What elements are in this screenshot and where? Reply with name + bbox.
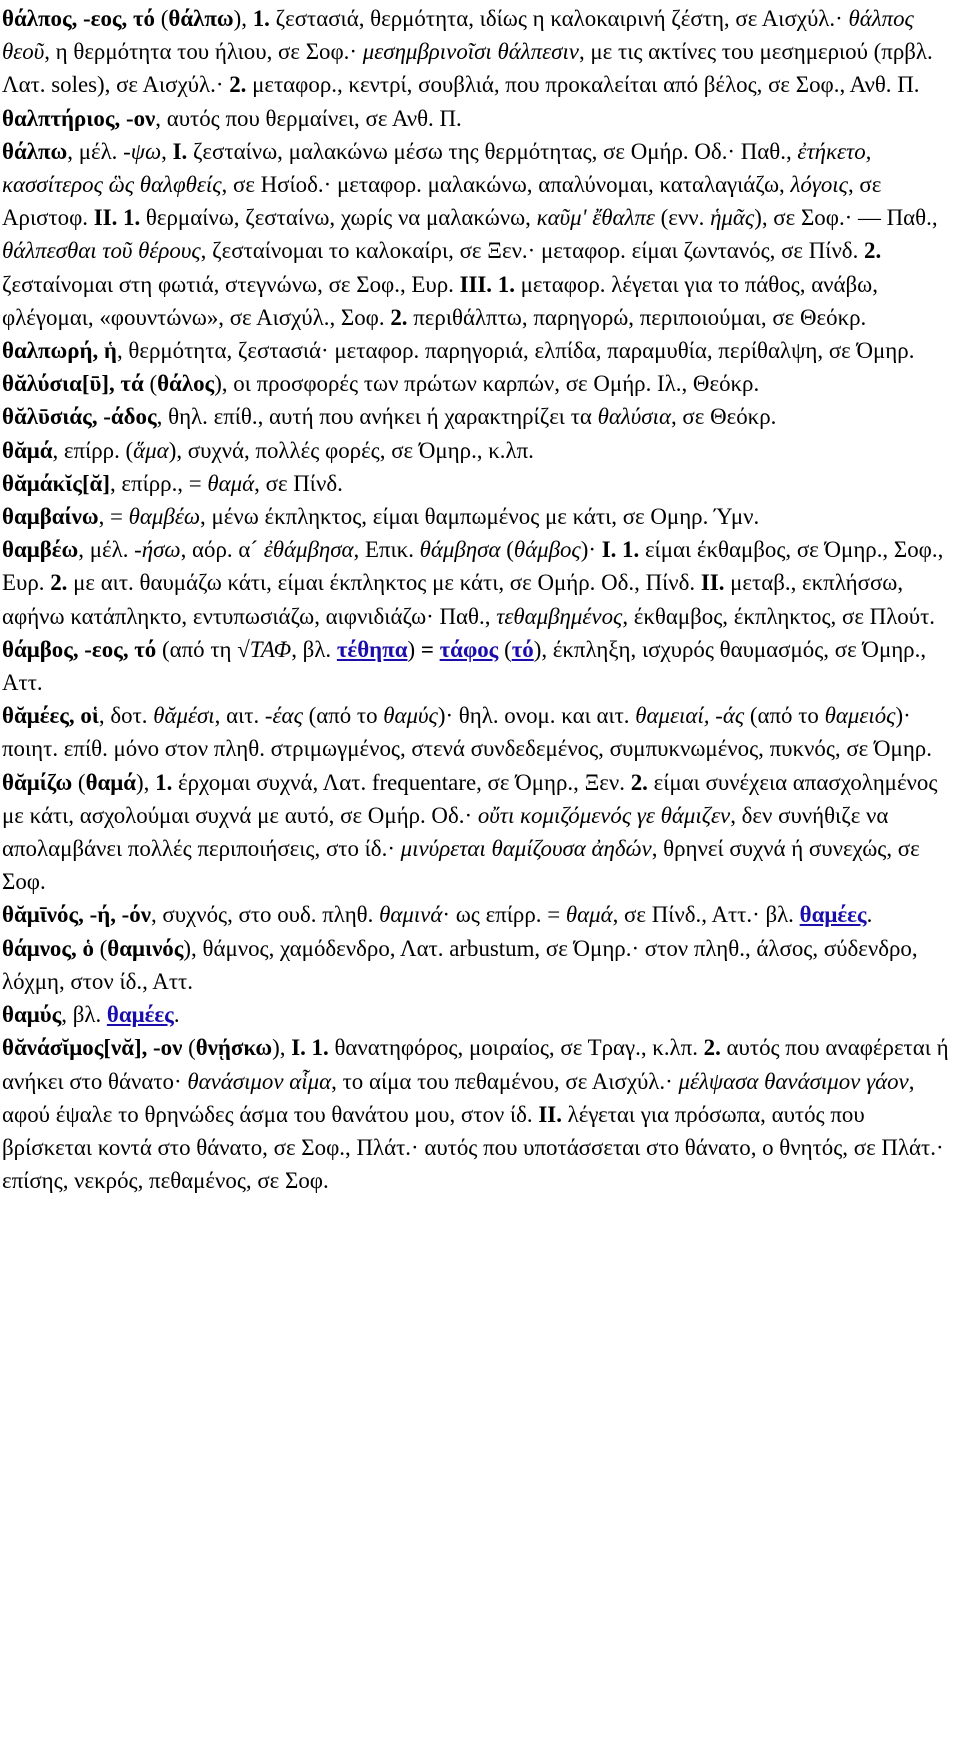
entry-text: ( [500,537,514,563]
dictionary-entry [2,2,952,102]
entry-headword: θᾰνάσῐμος[νᾰ], -ον [2,1035,183,1061]
italic-text: μεσημβρινοῖσι θάλπεσιν [362,39,579,65]
entry-text: , [161,138,173,164]
italic-text: ἐθάμβησα [263,537,354,563]
entry-headword: θαλπτήριος, -ον [2,105,156,131]
italic-text: θάμβος [513,537,581,563]
italic-text: θαλύσια [597,404,671,430]
italic-text: θαμειός [824,703,896,729]
bold-text: θάλπω [168,6,234,31]
dictionary-entry [2,400,952,433]
entry-text: θερμαίνω, ζεσταίνω, χωρίς να μαλακώνω, [140,205,537,231]
italic-text: θάμβησα [419,537,501,563]
entry-text: ζεστασιά, θερμότητα, ιδίως η καλοκαιρινή ζέστη, σε Αισχύλ.· [269,6,849,31]
entry-headword: θάμβος, -εος, τό [2,636,157,662]
bold-text: 1. [155,769,173,795]
entry-text: , αφού έψαλε το θρηνώδες άσμα του θανάτου μου, στον ίδ. [2,1068,915,1127]
entry-headword: θάλπος, -εος, τό [2,6,156,31]
bold-text: I. 1. [601,537,640,563]
entry-text: , επίρρ. ( [52,437,134,463]
bold-text: II. 1. [93,205,141,231]
entry-text: , = [98,504,129,530]
entry-text: αυτός που αναφέρεται ή ανήκει στο θάνατο· [2,1035,949,1094]
entry-text: , μένω έκπληκτος, είμαι θαμπωμένος με κάτι, σε Ομηρ. Ύμν. [200,504,760,530]
dictionary-entry [2,334,952,367]
entry-text: ), [136,769,156,795]
entry-headword: θάμνος, ὁ [2,935,94,961]
entry-text: μεταβ., εκπλήσσω, αφήνω κατάπληκτο, εντυπωσιάζω, αιφνιδιάζω· Παθ., [2,570,904,629]
entry-text: . [866,902,873,928]
bold-text: 2. [229,72,247,98]
italic-text: μινύρεται θαμίζουσα ἀηδών [400,836,652,862]
dictionary-entry [2,998,952,1031]
entry-text: , σε Πίνδ., Αττ.· βλ. [612,902,800,928]
entry-text: , αόρ. α´ [180,537,264,563]
entry-headword: θᾰλύσια[ῡ], τά [2,371,144,397]
entry-text: ), [272,1035,292,1061]
entry-text: . [173,1002,180,1028]
bold-text: 2. [390,304,408,330]
entry-text: περιθάλπτω, παρηγορώ, περιποιούμαι, σε Θεόκρ. [407,304,867,330]
dictionary-entry [2,699,952,765]
entry-text: , αιτ. [214,703,265,729]
entry-text: ), συχνά, πολλές φορές, σε Όμηρ., κ.λπ. [168,437,534,463]
entry-text: λέγεται για πρόσωπα, αυτός που βρίσκεται κοντά στο θάνατο, σε Σοφ., Πλάτ.· αυτός που υποτάσσεται στο θάνατο, ο θνητός, σε Πλάτ.· επίσης, νεκρός, πεθαμένος, σε Σοφ. [2,1101,944,1194]
entry-headword: θᾰμάκῐς[ᾰ] [2,470,110,496]
entry-text: , δεν συνήθιζε να απολαμβάνει πολλές περιποιήσεις, στο ίδ.· [2,802,889,862]
entry-text: ), [233,6,253,31]
entry-text: · ως επίρρ. = [442,902,566,928]
italic-text: θαμειαί, -άς [635,703,745,729]
italic-text: θαμύς [383,703,438,729]
entry-text: ), έκπληξη, ισχυρός θαυμασμός, σε Όμηρ., Αττ. [2,636,927,696]
italic-text: θαμά [207,470,255,496]
entry-text: , μέλ. [67,138,124,164]
dictionary-entry [2,434,952,467]
entry-text: ( [143,371,158,397]
entry-text: ( [155,6,169,31]
entry-text: , βλ. [291,636,337,662]
bold-text: 2. [50,570,68,596]
dictionary-entry [2,467,952,500]
entry-text: , σε Αριστοφ. [2,172,882,231]
bold-text: III. 1. [459,271,515,297]
entry-text: , ζεσταίνομαι το καλοκαίρι, σε Ξεν.· μεταφορ. είμαι ζωντανός, σε Πίνδ. [200,238,865,264]
bold-text: 2. [864,238,882,264]
entry-text: )· ποιητ. επίθ. μόνο στον πληθ. στριμωγμένος, στενά συνδεδεμένος, συμπυκνωμένος, πυκνός, σε Όμηρ. [2,703,932,762]
dictionary-entry [2,102,952,135]
italic-text: -ήσω [134,537,181,563]
italic-text: θαμά [565,902,613,928]
entry-headword: θᾰμίζω [2,769,73,795]
italic-text: -ψω [123,138,162,164]
entry-text: , έκθαμβος, έκπληκτος, σε Πλούτ. [622,603,936,629]
entry-headword: θάλπω [2,138,68,164]
cross-reference-link[interactable]: τάφος [439,636,499,662]
entry-headword: θᾰμῑνός, -ή, -όν [2,902,151,928]
italic-text: ἐτήκετο, κασσίτερος ὣς θαλφθείς [2,138,872,198]
bold-text: 1. [252,6,270,31]
cross-reference-link[interactable]: θαμέες [106,1002,174,1028]
italic-text: ἡμᾶς [710,205,755,231]
italic-text: ἅμα [133,437,169,463]
entry-text: είμαι συνέχεια απασχολημένος με κάτι, ασχολούμαι συχνά με αυτό, σε Ομήρ. Οδ.· [2,769,938,828]
bold-text: θνῄσκω [195,1035,273,1061]
entry-text: ζεσταίνομαι στη φωτιά, στεγνώνω, σε Σοφ., Ευρ. [2,271,460,297]
entry-text: , σε Θεόκρ. [670,404,777,430]
italic-text: θαμινά [379,902,443,928]
entry-text: , σε Ησίοδ.· μεταφορ. μαλακώνω, απαλύνομαι, καταλαγιάζω, [221,172,791,198]
entry-text: ), οι προσφορές των πρώτων καρπών, σε Ομήρ. Ιλ., Θεόκρ. [214,371,760,397]
entry-text: , Επικ. [353,537,420,563]
entry-text: ) [407,636,421,662]
entry-text: , δοτ. [98,703,154,729]
entry-text: , επίρρ., = [109,470,208,496]
entry-text: μεταφορ., κεντρί, σουβλιά, που προκαλείται από βέλος, σε Σοφ., Ανθ. Π. [246,72,920,98]
dictionary-entry [2,500,952,533]
italic-text: οὔτι κομιζόμενός γε θάμιζεν [477,802,731,828]
entry-headword: θᾰλῡσιάς, -άδος [2,404,157,430]
entry-text: ( [182,1035,196,1061]
entry-text: , θηλ. επίθ., αυτή που ανήκει ή χαρακτηρίζει τα [156,404,598,430]
entry-text: , αυτός που θερμαίνει, σε Ανθ. Π. [155,105,462,131]
entry-headword: θαμβαίνω [2,504,99,530]
entry-text: , συχνός, στο ουδ. πληθ. [150,902,380,928]
entry-headword: θᾰμέες, οἱ [2,703,99,729]
bold-text: 2. [703,1035,721,1061]
entry-text: , μέλ. [78,537,135,563]
dictionary-entry [2,367,952,400]
bold-text: 2. [630,769,648,795]
italic-text: ΤΑΦ [249,636,292,662]
entry-text: έρχομαι συχνά, Λατ. frequentare, σε Όμηρ., Ξεν. [172,769,631,795]
cross-reference-link[interactable]: τέθηπα [336,636,408,662]
bold-text: θαμά [85,769,137,795]
entry-text: )· θηλ. ονομ. και αιτ. [437,703,636,729]
entry-text: ), θάμνος, χαμόδενδρο, Λατ. arbustum, σε Όμηρ.· στον πληθ., άλσος, σύδενδρο, λόχμη, στον ίδ., Αττ. [2,935,918,994]
cross-reference-link[interactable]: τό [511,636,534,662]
entry-text: , βλ. [61,1002,107,1028]
entry-text: , θρηνεί συχνά ή συνεχώς, σε Σοφ. [2,836,920,895]
bold-text: θαμινός [107,935,184,961]
entry-headword: θαμβέω [2,537,79,563]
bold-text: II. [700,570,725,596]
bold-text: II. [538,1101,562,1127]
italic-text: θάλπος θεοῦ [2,6,914,65]
entry-text: ζεσταίνω, μαλακώνω μέσω της θερμότητας, σε Ομήρ. Οδ.· Παθ., [187,138,798,164]
entry-headword: θαλπωρή, ἡ [2,338,117,364]
italic-text: μέλψασα θανάσιμον γάον [678,1068,909,1094]
entry-text: (ενν. [654,205,711,231]
bold-text: I. 1. [291,1035,329,1061]
entry-headword: θαμύς [2,1002,62,1028]
cross-reference-link[interactable]: θαμέες [799,902,867,928]
italic-text: τεθαμβημένος [496,603,623,629]
italic-text: -έας [264,703,303,729]
entry-text: είμαι έκθαμβος, σε Όμηρ., Σοφ., Ευρ. [2,537,944,596]
italic-text: θάλπεσθαι τοῦ θέρους [2,238,201,264]
entry-text: , το αίμα του πεθαμένου, σε Αισχύλ.· [331,1068,679,1094]
entry-text: ( [498,636,512,662]
dictionary-entry [2,766,952,899]
entry-text: , η θερμότητα του ήλιου, σε Σοφ.· [44,39,363,65]
entry-text: , με τις ακτίνες του μεσημεριού (πρβλ. Λατ. soles), σε Αισχύλ.· [2,39,933,98]
dictionary-entry [2,932,952,998]
entry-text: (από το [302,703,384,729]
italic-text: θαμβέω [128,504,201,530]
dictionary-entry [2,633,952,699]
entry-headword: θᾰμά [2,437,53,463]
entry-text: (από τη √ [156,636,250,662]
entry-text: ( [72,769,86,795]
dictionary-entry [2,898,952,931]
dictionary-entry [2,135,952,334]
entry-text: ), σε Σοφ.· — Παθ., [754,205,938,231]
italic-text: θᾰμέσι [153,703,215,729]
entry-text: )· [580,537,602,563]
bold-text: = [420,636,434,662]
italic-text: θανάσιμον αἷμα [187,1068,332,1094]
entry-text: ( [93,935,108,961]
bold-text: θάλος [157,371,215,397]
entry-text: μεταφορ. λέγεται για το πάθος, ανάβω, φλέγομαι, «φουντώνω», σε Αισχύλ., Σοφ. [2,271,878,330]
entry-text: θανατηφόρος, μοιραίος, σε Τραγ., κ.λπ. [328,1035,704,1061]
dictionary-entry [2,533,952,633]
italic-text: λόγοις [790,172,848,198]
entry-text: (από το [744,703,825,729]
entry-text: με αιτ. θαυμάζω κάτι, είμαι έκπληκτος με κάτι, σε Ομήρ. Οδ., Πίνδ. [67,570,701,596]
dictionary-entry [2,1031,952,1197]
italic-text: καῦμ' ἔθαλπε [536,205,655,231]
bold-text: I. [172,138,188,164]
entry-text: , θερμότητα, ζεστασιά· μεταφορ. παρηγοριά, ελπίδα, παραμυθία, περίθαλψη, σε Όμηρ. [116,338,915,364]
entry-text: , σε Πίνδ. [254,470,343,496]
